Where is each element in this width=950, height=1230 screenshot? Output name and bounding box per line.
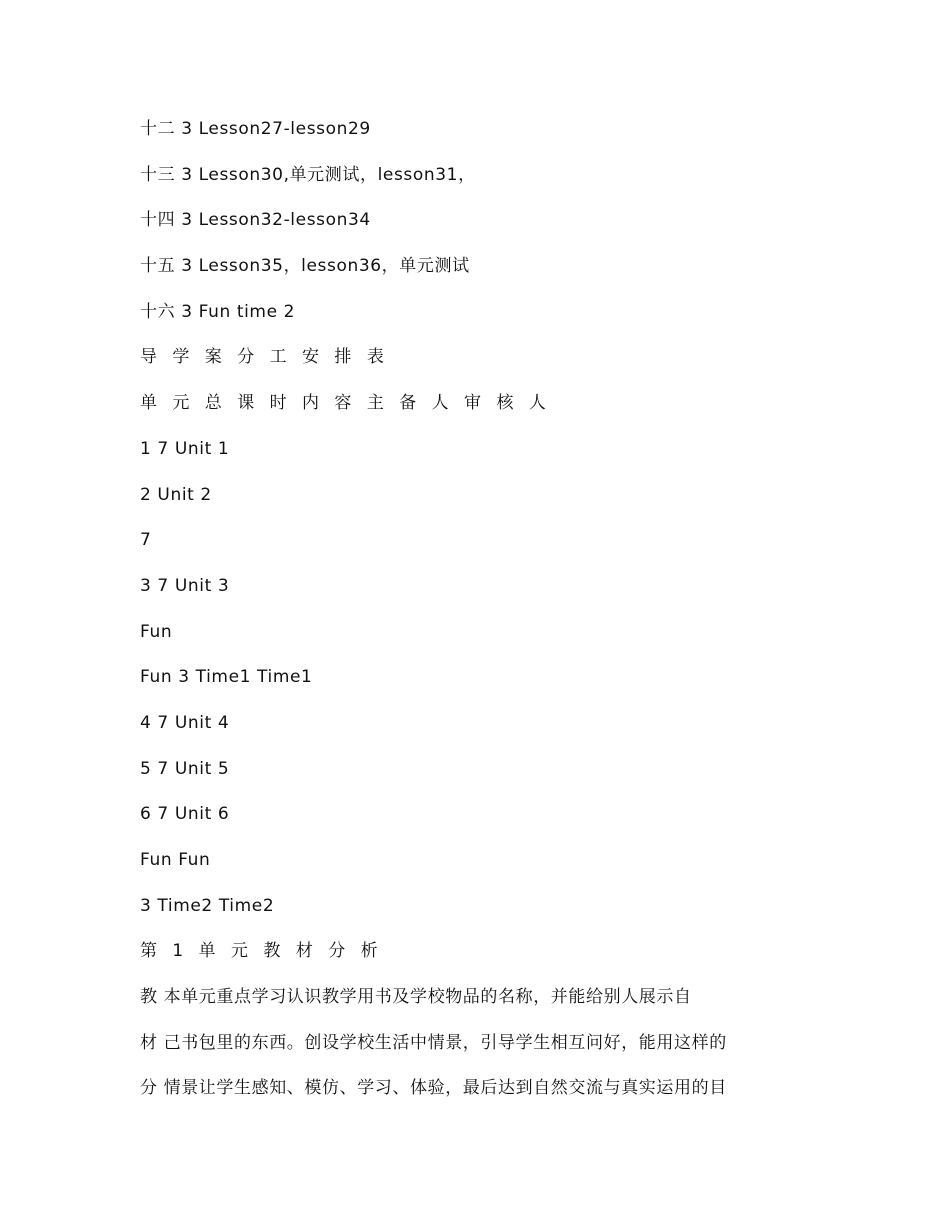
schedule-row-week-12: 十二 3 Lesson27-lesson29 xyxy=(140,119,371,139)
table-header-row: 单 元 总 课 时 内 容 主 备 人 审 核 人 xyxy=(140,393,551,414)
section-heading-unit-1-analysis: 第 1 单 元 教 材 分 析 xyxy=(140,941,383,962)
table-row-unit-3: 3 7 Unit 3 xyxy=(140,575,230,596)
table-row-fun-fun: Fun Fun xyxy=(140,850,211,870)
table-row-fun-time-2: 3 Time2 Time2 xyxy=(140,895,275,916)
paragraph-line-1: 教 本单元重点学习认识教学用书及学校物品的名称，并能给别人展示自 xyxy=(140,987,692,1008)
table-row-fun-label: Fun xyxy=(140,621,173,642)
table-row-unit-4: 4 7 Unit 4 xyxy=(140,712,230,733)
table-row-unit-5: 5 7 Unit 5 xyxy=(140,758,230,779)
schedule-row-week-15: 十五 3 Lesson35，lesson36，单元测试 xyxy=(140,256,470,277)
schedule-row-week-13: 十三 3 Lesson30,单元测试，lesson31， xyxy=(140,164,476,185)
paragraph-line-2: 材 己书包里的东西。创设学校生活中情景，引导学生相互问好，能用这样的 xyxy=(140,1032,727,1053)
schedule-row-week-14: 十四 3 Lesson32-lesson34 xyxy=(140,210,371,231)
paragraph-line-3: 分 情景让学生感知、模仿、学习、体验，最后达到自然交流与真实运用的目 xyxy=(140,1078,727,1099)
table-row-unit-2-hours: 7 xyxy=(140,530,152,551)
schedule-row-week-16: 十六 3 Fun time 2 xyxy=(140,301,296,322)
section-heading-assignment-table: 导 学 案 分 工 安 排 表 xyxy=(140,347,389,368)
document-lines xyxy=(140,113,800,1118)
table-row-unit-1: 1 7 Unit 1 xyxy=(140,438,230,459)
table-row-unit-6: 6 7 Unit 6 xyxy=(140,804,230,825)
table-row-fun-time-1: Fun 3 Time1 Time1 xyxy=(140,667,313,688)
table-row-unit-2: 2 Unit 2 xyxy=(140,484,212,505)
